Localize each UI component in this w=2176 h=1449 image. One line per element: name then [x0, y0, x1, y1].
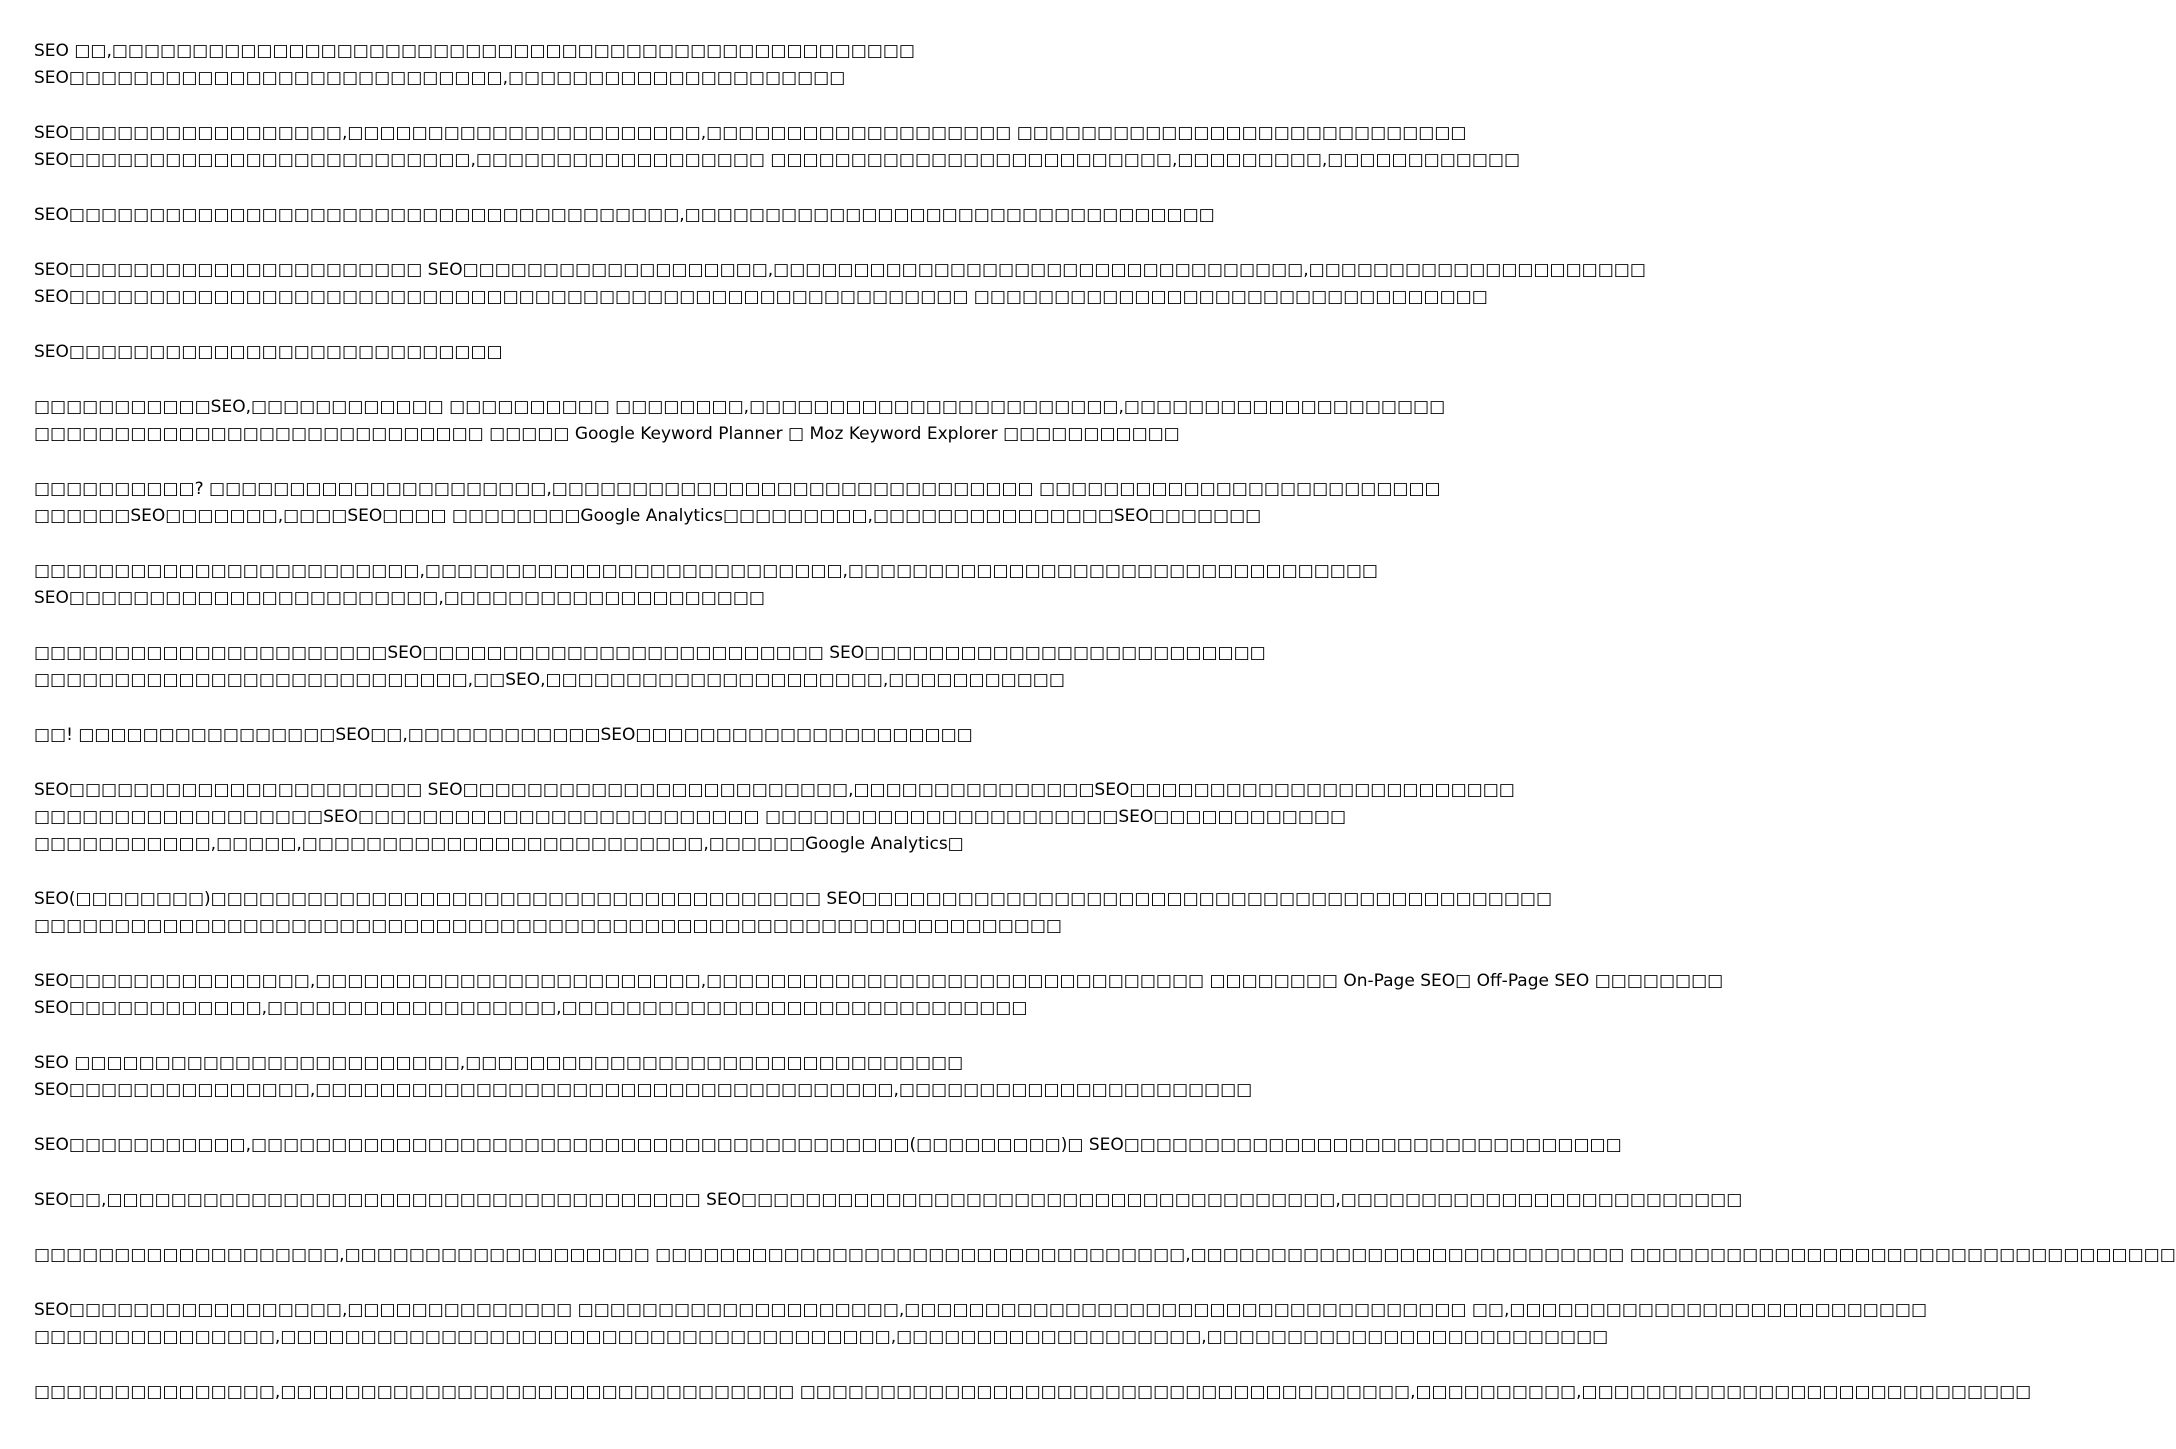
- paragraph: [34, 1050, 1253, 1104]
- paragraph-line: SEO□□,□□□□□□□□□□□□□□□□□□□□□□□□□□□□□□□□□□□□□ SEO□□□□□□□□□□□□□□□□□□□□□□□□□□□□□□□□□□□□□,□□□□□□□□□□□□□□□□□□□□□□□□□: [34, 1190, 1743, 1210]
- paragraph: [34, 339, 990, 366]
- paragraph-line: □□□□□□□□□□□□□□□,□□□□□□□□□□□□□□□□□□□□□□□□□□□□□□□□□□□□□□,□□□□□□□□□□□□□□□□□□□,□□□□□□□□□□□□□□□□□□□□□□□□□: [34, 1327, 1609, 1347]
- paragraph-line: □□□□□□□□□□□□□□□□□□□□□□SEO□□□□□□□□□□□□□□□□□□□□□□□□□ SEO□□□□□□□□□□□□□□□□□□□□□□□□□: [34, 643, 1266, 663]
- paragraph-line: □□□□□□□□□□□□□□□□□□□□□□□□□□□,□□SEO,□□□□□□□□□□□□□□□□□□□□□,□□□□□□□□□□□: [34, 670, 1065, 690]
- paragraph-line: SEO□□□□□□□□□□□□□□□□□□□□□□□□□,□□□□□□□□□□□□□□□□□□ □□□□□□□□□□□□□□□□□□□□□□□□□,□□□□□□□□□,□□□□□□□□□□□□: [34, 150, 1521, 170]
- paragraph-line: SEO□□□□□□□□□□□□□□□□□□□□□□□□□□□□□□□□□□□□□□□□□□□□□□□□□□□□□□□□ □□□□□□□□□□□□□□□□□□□□□□□□□□□□□□□□: [34, 287, 1488, 307]
- paragraph: [34, 120, 1521, 174]
- paragraph: [34, 38, 990, 92]
- paragraph-line: SEO(□□□□□□□□)□□□□□□□□□□□□□□□□□□□□□□□□□□□□□□□□□□□□□□ SEO□□□□□□□□□□□□□□□□□□□□□□□□□□□□□□□□□□□□□□□□□□□: [34, 889, 1553, 909]
- paragraph: [34, 1242, 2176, 1269]
- paragraph: [34, 722, 990, 749]
- paragraph: [34, 257, 1646, 311]
- paragraph-line: SEO□□□□□□□□□□□□,□□□□□□□□□□□□□□□□□□,□□□□□□□□□□□□□□□□□□□□□□□□□□□□□: [34, 998, 1028, 1018]
- paragraph-line: SEO□□□□□□□□□□□□□□□□□□□□□□□□□□□□□□□□□□□□□□,□□□□□□□□□□□□□□□□□□□□□□□□□□□□□□□□□: [34, 205, 1215, 225]
- paragraph-line: SEO□□□□□□□□□□□□□□□□□□□□□□ SEO□□□□□□□□□□□□□□□□□□□□□□□□,□□□□□□□□□□□□□□□SEO□□□□□□□□□□□□□□□□□□□□□□□□: [34, 780, 1515, 800]
- paragraph-line: □□□□□□□□□□□,□□□□□,□□□□□□□□□□□□□□□□□□□□□□□□□,□□□□□□Google Analytics□: [34, 834, 964, 854]
- paragraph-line: SEO□□□□□□□□□□□,□□□□□□□□□□□□□□□□□□□□□□□□□□□□□□□□□□□□□□□□□(□□□□□□□□□)□ SEO□□□□□□□□□□□□□□□□□□□□□□□□□□□□□□□: [34, 1135, 1622, 1155]
- paragraph-line: □□□□□□□□□□□□□□□,□□□□□□□□□□□□□□□□□□□□□□□□□□□□□□□□ □□□□□□□□□□□□□□□□□□□□□□□□□□□□□□□□□□□□□□,□□□□□□□□□□,□□□□□□□□□□□□□□□□□□□□□□□□□□□□: [34, 1382, 2032, 1402]
- paragraph-line: SEO□□□□□□□□□□□□□□□□□,□□□□□□□□□□□□□□ □□□□□□□□□□□□□□□□□□□□,□□□□□□□□□□□□□□□□□□□□□□□□□□□□□□□□□□□ □□,□□□□□□□□□□□□□□□□□□□□□□□□□□: [34, 1300, 1928, 1320]
- paragraph: [34, 476, 1441, 530]
- paragraph: [34, 558, 1378, 612]
- paragraph-line: SEO□□□□□□□□□□□□□□□□□□□□□□ SEO□□□□□□□□□□□□□□□□□□□,□□□□□□□□□□□□□□□□□□□□□□□□□□□□□□□□□,□□□□□□□□□□□□□□□□□□□□□: [34, 260, 1646, 280]
- paragraph-line: □□□□□□SEO□□□□□□□,□□□□SEO□□□□ □□□□□□□□Google Analytics□□□□□□□□□,□□□□□□□□□□□□□□□SEO□□□□□□□: [34, 506, 1262, 526]
- paragraph-line: SEO □□□□□□□□□□□□□□□□□□□□□□□□,□□□□□□□□□□□□□□□□□□□□□□□□□□□□□□□: [34, 1053, 964, 1073]
- paragraph-line: SEO□□□□□□□□□□□□□□□□□□□□□□□,□□□□□□□□□□□□□□□□□□□□: [34, 588, 765, 608]
- paragraph-line: □□□□□□□□□□□□□□□□□□□□□□□□,□□□□□□□□□□□□□□□□□□□□□□□□□□,□□□□□□□□□□□□□□□□□□□□□□□□□□□□□□□□□: [34, 561, 1378, 581]
- paragraph: [34, 202, 1215, 229]
- paragraph-line: SEO□□□□□□□□□□□□□□□,□□□□□□□□□□□□□□□□□□□□□□□□,□□□□□□□□□□□□□□□□□□□□□□□□□□□□□□□ □□□□□□□□ On-Page SEO□ Off-Page SEO □□□□□□□□: [34, 971, 1724, 991]
- paragraph-line: □□□□□□□□□□? □□□□□□□□□□□□□□□□□□□□□,□□□□□□□□□□□□□□□□□□□□□□□□□□□□□□ □□□□□□□□□□□□□□□□□□□□□□□□□: [34, 479, 1441, 499]
- paragraph-line: □□□□□□□□□□□□□□□□□□SEO□□□□□□□□□□□□□□□□□□□□□□□□□ □□□□□□□□□□□□□□□□□□□□□□SEO□□□□□□□□□□□□: [34, 807, 1347, 827]
- paragraph-line: SEO□□□□□□□□□□□□□□□,□□□□□□□□□□□□□□□□□□□□□□□□□□□□□□□□□□□□,□□□□□□□□□□□□□□□□□□□□□□: [34, 1080, 1253, 1100]
- paragraph: [34, 394, 1446, 448]
- paragraph: [34, 1379, 2032, 1406]
- paragraph-line: SEO□□□□□□□□□□□□□□□□□□□□□□□□□□□,□□□□□□□□□□□□□□□□□□□□□: [34, 68, 846, 88]
- paragraph: [34, 777, 1515, 858]
- paragraph-line: □□□□□□□□□□□□□□□□□□□,□□□□□□□□□□□□□□□□□□□ □□□□□□□□□□□□□□□□□□□□□□□□□□□□□□□□□,□□□□□□□□□□□□□□□□□□□□□□□□□□□ □□□□□□□□□□□□□□□□□□□□□□□□□□□□□□□□□□: [34, 1245, 2176, 1265]
- paragraph-line: □□□□□□□□□□□□□□□□□□□□□□□□□□□□□□□□□□□□□□□□□□□□□□□□□□□□□□□□□□□□□□□□: [34, 916, 1062, 936]
- paragraph: [34, 640, 1266, 694]
- paragraph-line: □□□□□□□□□□□□□□□□□□□□□□□□□□□□ □□□□□ Google Keyword Planner □ Moz Keyword Explorer □□□□□□□□□□□: [34, 424, 1180, 444]
- paragraph-line: □□□□□□□□□□□SEO,□□□□□□□□□□□□ □□□□□□□□□□ □□□□□□□□,□□□□□□□□□□□□□□□□□□□□□□□,□□□□□□□□□□□□□□□□□□□□: [34, 397, 1446, 417]
- paragraph: [34, 1297, 1928, 1351]
- paragraph-line: SEO□□□□□□□□□□□□□□□□□□□□□□□□□□□: [34, 342, 503, 362]
- paragraph: [34, 886, 1553, 940]
- paragraph-line: SEO □□,□□□□□□□□□□□□□□□□□□□□□□□□□□□□□□□□□□□□□□□□□□□□□□□□□□: [34, 41, 915, 61]
- paragraph: [34, 1187, 1743, 1214]
- paragraph: [34, 1132, 1622, 1159]
- paragraph-line: □□! □□□□□□□□□□□□□□□□SEO□□,□□□□□□□□□□□□SEO□□□□□□□□□□□□□□□□□□□□□: [34, 725, 973, 745]
- paragraph-line: SEO□□□□□□□□□□□□□□□□□,□□□□□□□□□□□□□□□□□□□□□□,□□□□□□□□□□□□□□□□□□□ □□□□□□□□□□□□□□□□□□□□□□□□□□□□: [34, 123, 1467, 143]
- paragraph: [34, 968, 1724, 1022]
